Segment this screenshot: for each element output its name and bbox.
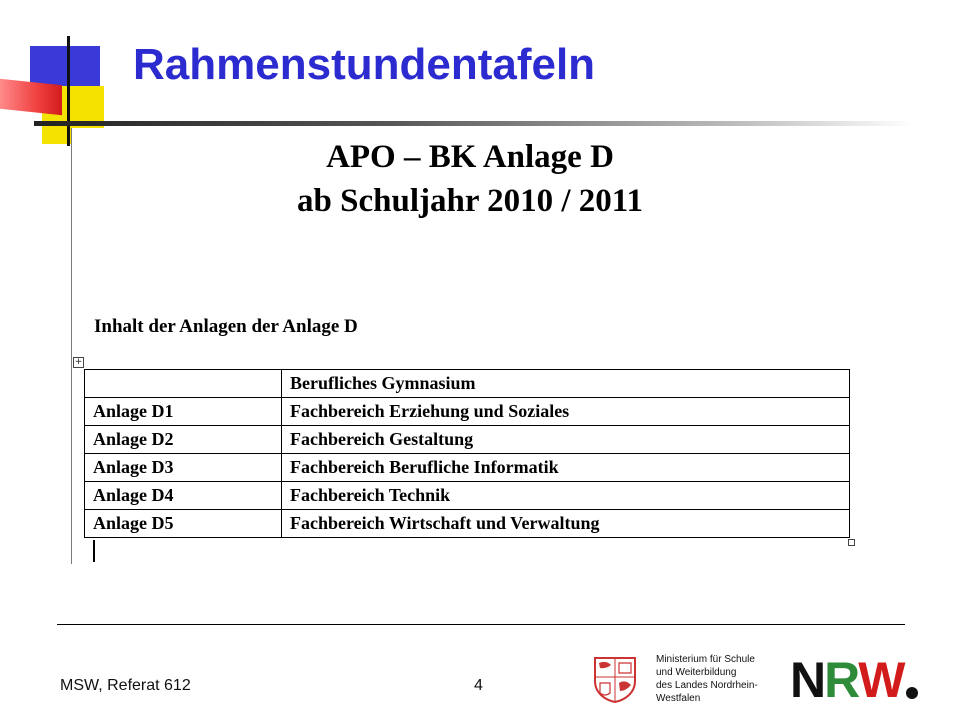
footer-divider [57, 624, 905, 625]
nrw-logo-n: N [790, 652, 825, 708]
table-cell-anlage: Anlage D5 [85, 510, 282, 538]
table-move-handle-icon[interactable]: + [74, 357, 83, 367]
table-cell-anlage: Anlage D4 [85, 482, 282, 510]
table-resize-handle[interactable] [848, 539, 855, 546]
deco-vertical-line [67, 36, 70, 146]
table-cell-anlage: Anlage D1 [85, 398, 282, 426]
deco-red-shape [0, 79, 62, 116]
table-row [85, 454, 850, 482]
table-cell-anlage: Anlage D3 [85, 454, 282, 482]
table-cell-fachbereich: Fachbereich Gestaltung [282, 426, 850, 454]
table-header-row [85, 370, 850, 398]
title-underline [34, 121, 914, 126]
text-cursor [93, 540, 95, 562]
footer-referat: MSW, Referat 612 [60, 677, 191, 694]
table-cell-fachbereich: Fachbereich Wirtschaft und Verwaltung [282, 510, 850, 538]
nrw-logo-r: R [824, 652, 859, 708]
table-row [85, 482, 850, 510]
document-heading-line2: ab Schuljahr 2010 / 2011 [297, 183, 643, 219]
nrw-logo [790, 652, 918, 708]
ministry-line: Ministerium für Schule [656, 654, 755, 665]
table-row [85, 398, 850, 426]
nrw-logo-w: W [858, 652, 904, 708]
document-subheading: Inhalt der Anlagen der Anlage D [94, 316, 358, 337]
coat-of-arms-icon [592, 655, 638, 703]
page-number: 4 [474, 677, 483, 694]
ministry-line: des Landes Nordrhein- [656, 680, 758, 691]
table-cell-anlage: Anlage D2 [85, 426, 282, 454]
ministry-name [656, 653, 786, 705]
document-heading [200, 135, 740, 223]
table-header-cell [85, 370, 282, 398]
ministry-line: und Weiterbildung [656, 667, 737, 678]
slide-title: Rahmenstundentafeln [133, 40, 596, 89]
document-heading-line1: APO – BK Anlage D [326, 139, 614, 175]
table-cell-fachbereich: Fachbereich Technik [282, 482, 850, 510]
table-row [85, 510, 850, 538]
anlagen-table [84, 369, 850, 538]
nrw-logo-dot [906, 687, 918, 699]
ministry-line: Westfalen [656, 693, 701, 704]
table-cell-fachbereich: Fachbereich Berufliche Informatik [282, 454, 850, 482]
table-header-cell: Berufliches Gymnasium [282, 370, 850, 398]
table-row [85, 426, 850, 454]
document-left-edge [71, 128, 72, 564]
table-cell-fachbereich: Fachbereich Erziehung und Soziales [282, 398, 850, 426]
